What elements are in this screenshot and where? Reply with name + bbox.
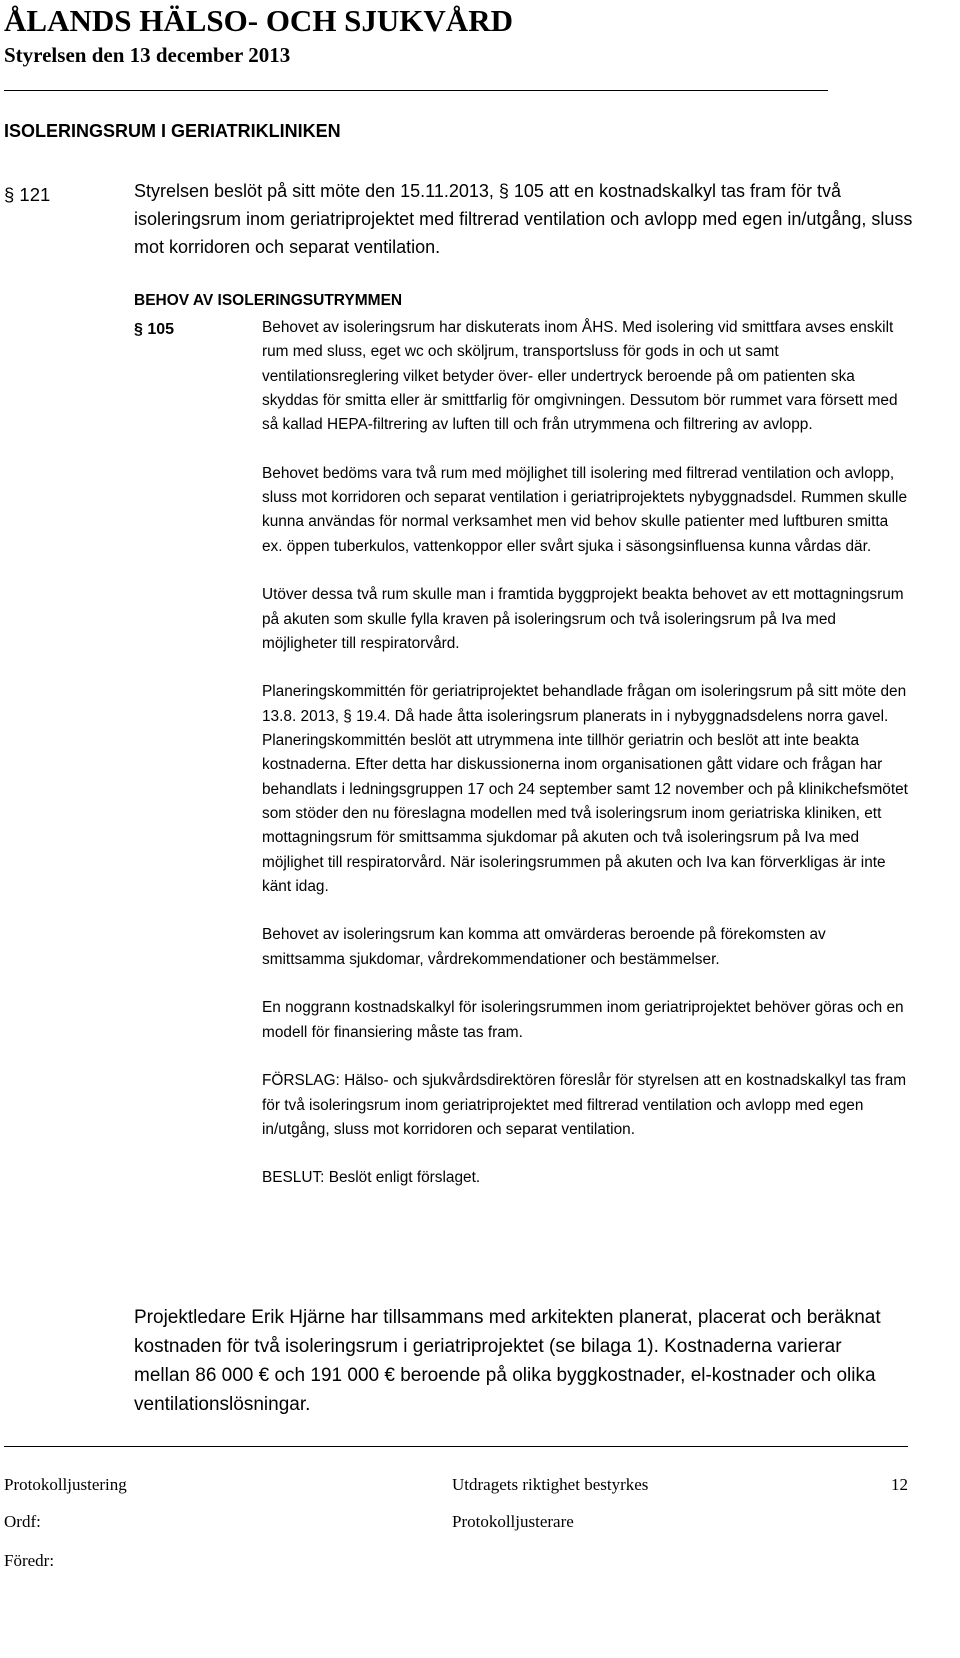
quoted-section-number: § 105 <box>134 321 175 338</box>
paragraph-reevaluation: Behovet av isoleringsrum kan komma att omvärderas beroende på förekomsten av smittsamma sjukdomar, vårdrekommendationer och bestämmelser. <box>262 926 826 968</box>
section-number: § 121 <box>4 184 51 205</box>
footer-chair-label: Ordf: <box>4 1512 41 1531</box>
quoted-section-body <box>262 316 910 1215</box>
footer-protocol-checkers: Protokolljusterare <box>452 1512 574 1531</box>
paragraph-decision: BESLUT: Beslöt enligt förslaget. <box>262 1169 481 1187</box>
paragraph-two-rooms: Behovet bedöms vara två rum med möjlighet till isolering med filtrerad ventilation och avlopp, sluss mot korridoren och separat ventilation i geriatriprojektets nybyggnadsdel. Rummen skulle kunna användas för normal verksamhet men vid behov skulle patienter med luftburen smitta ex. öppen tuberkulos, vattenkoppor eller svårt sjuka i säsongsinfluensa kunna vårdas där. <box>262 464 908 555</box>
closing-paragraph: Projektledare Erik Hjärne har tillsammans med arkitekten planerat, placerat och beräknat kostnaden för två isoleringsrum i geriatriprojektet (se bilaga 1). Kostnaderna varierar mellan 86 000 € och 191 000 € beroende på olika byggkostnader, el-kostnader och olika ventilationslösningar. <box>134 1307 881 1415</box>
board-meeting-date: Styrelsen den 13 december 2013 <box>4 43 291 67</box>
header-divider <box>4 90 828 91</box>
footer-protocol-check: Protokolljustering <box>4 1475 127 1494</box>
footer-extract-certified: Utdragets riktighet bestyrkes <box>452 1475 649 1494</box>
page-number: 12 <box>891 1475 908 1494</box>
organization-title: ÅLANDS HÄLSO- OCH SJUKVÅRD <box>4 3 513 38</box>
quoted-section-heading: BEHOV AV ISOLERINGSUTRYMMEN <box>134 292 403 309</box>
footer-divider <box>4 1446 908 1447</box>
footer-presenter-label: Föredr: <box>4 1551 55 1570</box>
paragraph-planning-committee: Planeringskommittén för geriatriprojektet behandlade frågan om isoleringsrum på sitt möte den 13.8. 2013, § 19.4. Då hade åtta isoleringsrum planerats in i nybyggnadsdelens norra gavel. Planeringskommittén beslöt att utrymmena inte tillhör geriatrin och beslöt att inte beakta kostnaderna. Efter detta har diskussionerna inom organisationen gått vidare och frågan har behandlats i ledningsgruppen 17 och 24 september samt 12 november och på klinikchefsmötet som stöder den nu föreslagna modellen med två isoleringsrum inom geriatriska kliniken, ett mottagningsrum för smittsamma sjukdomar på akuten och två isoleringsrum på Iva med möjlighet till respiratorvård. När isoleringsrummen på akuten och Iva kan förverkligas är inte känt idag. <box>262 683 908 895</box>
paragraph-proposal: FÖRSLAG: Hälso- och sjukvårdsdirektören föreslår för styrelsen att en kostnadskalkyl tas fram för två isoleringsrum inom geriatriprojektet med filtrerad ventilation och avlopp med egen in/utgång, sluss mot korridoren och separat ventilation. <box>262 1072 907 1138</box>
document-title: ISOLERINGSRUM I GERIATRIKLINIKEN <box>4 121 341 141</box>
paragraph-isolation-need: Behovet av isoleringsrum har diskuterats inom ÅHS. Med isolering vid smittfara avses enskilt rum med sluss, eget wc och sköljrum, transportsluss för gods in och ut samt ventilationsreglering vilket betyder över- eller undertryck beroende på om patienten ska skyddas för smitta eller är smittfarlig för omgivningen. Dessutom bör rummet vara försett med så kallad HEPA-filtrering av luften till och från utrymmena och filtrering av avlopp. <box>262 319 898 434</box>
paragraph-cost-calculation: En noggrann kostnadskalkyl för isoleringsrummen inom geriatriprojektet behöver göras och en modell för finansiering måste tas fram. <box>262 999 904 1041</box>
paragraph-future-projects: Utöver dessa två rum skulle man i framtida byggprojekt beakta behovet av ett mottagningsrum på akuten som skulle fylla kraven på isoleringsrum och två isoleringsrum på Iva med möjligheter till respiratorvård. <box>262 586 904 652</box>
section-intro-text: Styrelsen beslöt på sitt möte den 15.11.2013, § 105 att en kostnadskalkyl tas fram för två isoleringsrum inom geriatriprojektet med filtrerad ventilation och avlopp med egen in/utgång, sluss mot korridoren och separat ventilation. <box>134 181 913 257</box>
